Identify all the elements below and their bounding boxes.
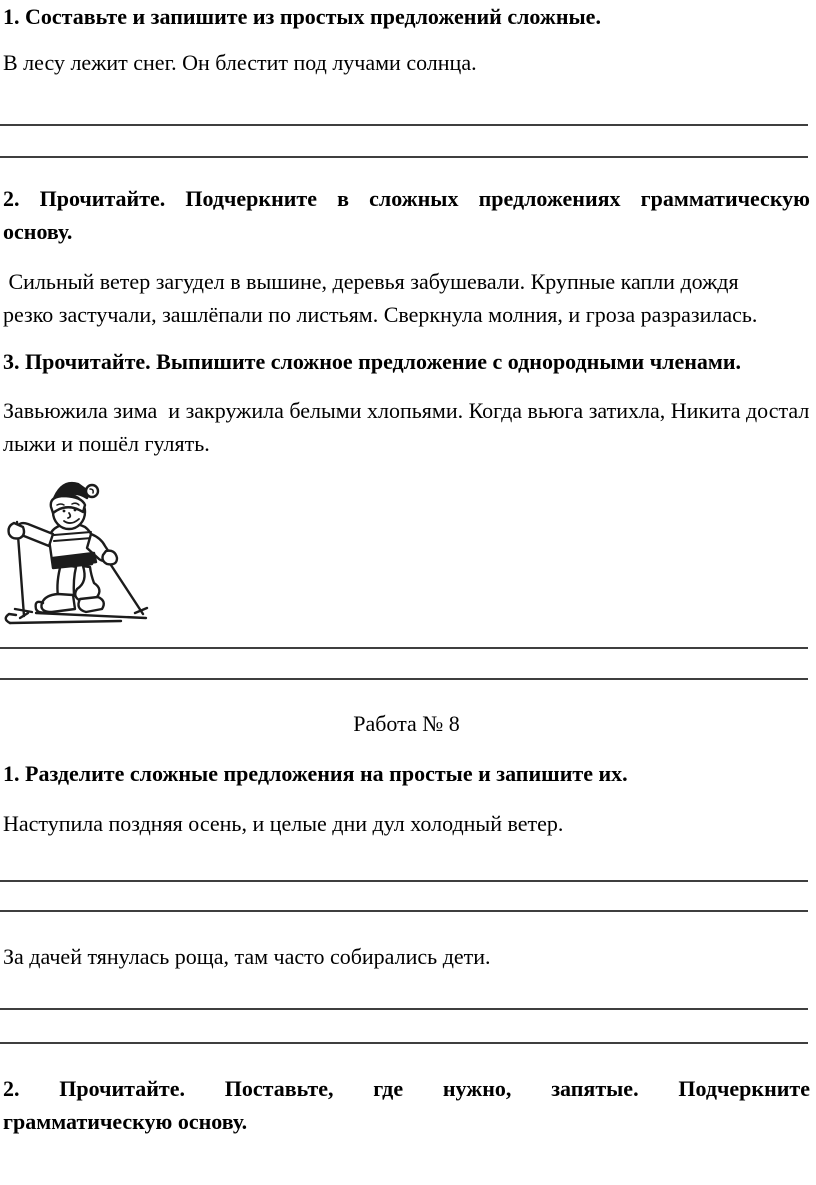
task3-heading: 3. Прочитайте. Выпишите сложное предложение с однородными членами. (3, 349, 742, 374)
work8-task1-sentence2: За дачей тянулась роща, там часто собирались дети. (3, 944, 491, 969)
work8-task2-heading-line2: грамматическую основу. (3, 1109, 248, 1134)
work8-task2-heading (3, 1072, 810, 1138)
answer-line (0, 910, 808, 912)
work8-task1-sentence1: Наступила поздняя осень, и целые дни дул холодный ветер. (3, 811, 564, 836)
answer-line (0, 880, 808, 882)
skier-illustration (3, 472, 155, 627)
answer-line (0, 1042, 808, 1044)
answer-line (0, 1008, 808, 1010)
answer-line (0, 647, 808, 649)
task1-sentence: В лесу лежит снег. Он блестит под лучами солнца. (3, 50, 477, 75)
answer-line (0, 156, 808, 158)
task2-heading-line2: основу. (3, 219, 73, 244)
work8-task1-heading: 1. Разделите сложные предложения на простые и запишите их. (3, 761, 628, 786)
task2-text: Сильный ветер загудел в вышине, деревья забушевали. Крупные капли дождя резко застучали, зашлёпали по листьям. Сверкнула молния, и гроза разразилась. (3, 269, 758, 327)
task2-heading (3, 182, 810, 248)
answer-line (0, 678, 808, 680)
work8-task2-heading-line1: 2. Прочитайте. Поставьте, где нужно, запятые. Подчеркните (3, 1076, 810, 1101)
task3-text: Завьюжила зима и закружила белыми хлопьями. Когда вьюга затихла, Никита достал лыжи и пошёл гулять. (3, 398, 815, 456)
task1-heading: 1. Составьте и запишите из простых предложений сложные. (3, 4, 601, 29)
answer-line (0, 124, 808, 126)
task2-heading-line1: 2. Прочитайте. Подчеркните в сложных предложениях грамматическую (3, 186, 810, 211)
work-number-title: Работа № 8 (353, 711, 460, 736)
